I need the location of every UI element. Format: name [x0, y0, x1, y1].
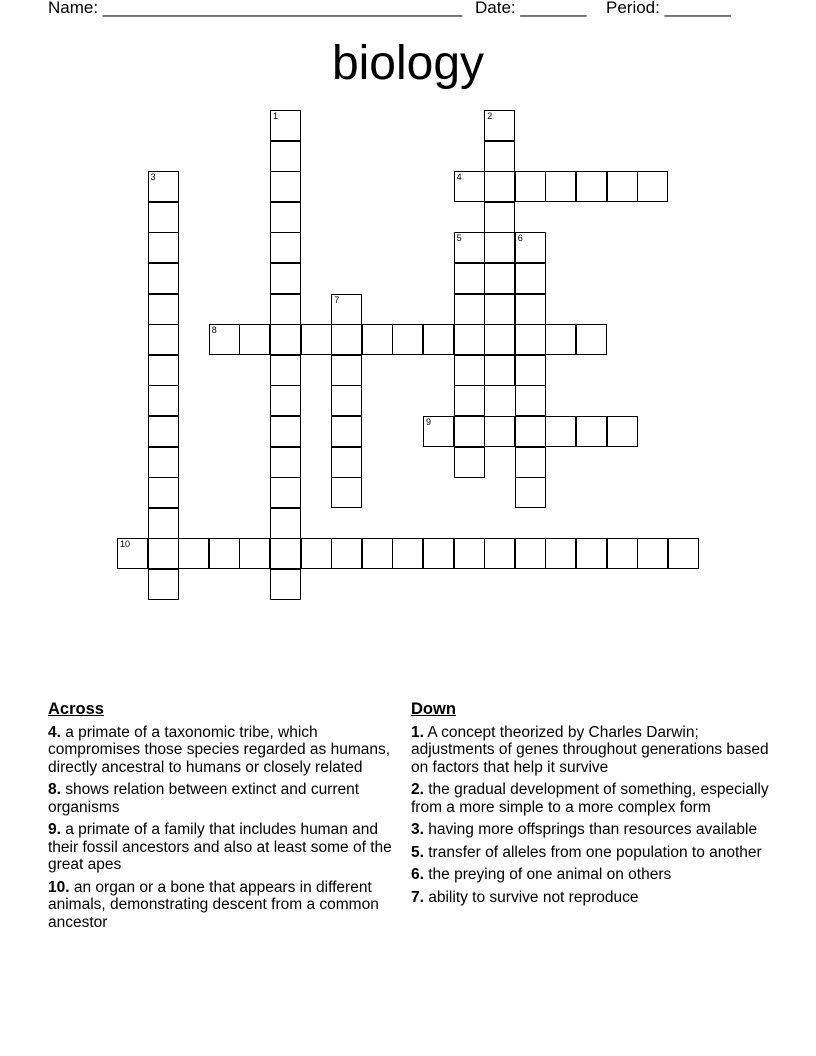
grid-cell[interactable] — [270, 202, 301, 233]
across-heading: Across — [48, 700, 104, 718]
clue-text: the gradual development of something, especially from a more simple to a more complex form — [411, 781, 769, 816]
clue-text: a primate of a taxonomic tribe, which compromises those species regarded as humans, directly ancestral to humans or closely related — [48, 723, 391, 776]
down-clues — [411, 701, 776, 911]
across-clues — [48, 701, 408, 936]
clue-text: A concept theorized by Charles Darwin; adjustments of genes throughout generations based on factors that help it survive — [411, 723, 769, 776]
grid-cell[interactable] — [270, 538, 301, 569]
down-clue — [411, 866, 776, 884]
grid-cell[interactable] — [423, 416, 454, 447]
grid-cell[interactable] — [668, 538, 699, 569]
clue-number-label: 8 — [211, 325, 217, 336]
grid-cell[interactable] — [607, 538, 638, 569]
grid-cell[interactable] — [331, 538, 362, 569]
grid-cell[interactable] — [148, 416, 179, 447]
period-field[interactable]: Period: _______ — [606, 0, 731, 17]
down-clue — [411, 889, 776, 907]
grid-cell[interactable] — [484, 538, 515, 569]
clue-number: 8. — [48, 781, 61, 798]
grid-cell[interactable] — [607, 171, 638, 202]
across-clue — [48, 821, 408, 874]
grid-cell[interactable] — [484, 141, 515, 172]
grid-cell[interactable] — [362, 538, 393, 569]
grid-cell[interactable] — [637, 538, 668, 569]
across-clue — [48, 724, 408, 777]
down-clue — [411, 821, 776, 839]
grid-cell[interactable] — [484, 263, 515, 294]
grid-cell[interactable] — [270, 508, 301, 539]
clue-number-label: 2 — [487, 111, 493, 121]
grid-cell[interactable] — [576, 538, 607, 569]
grid-cell[interactable] — [484, 294, 515, 325]
grid-cell[interactable] — [545, 416, 576, 447]
grid-cell[interactable] — [148, 508, 179, 539]
grid-cell[interactable] — [454, 416, 485, 447]
grid-cell[interactable] — [454, 294, 485, 325]
down-clue — [411, 781, 776, 816]
clue-text: ability to survive not reproduce — [428, 888, 639, 906]
grid-cell[interactable] — [515, 294, 546, 325]
grid-cell[interactable] — [301, 538, 332, 569]
grid-cell[interactable] — [515, 416, 546, 447]
grid-cell[interactable] — [148, 538, 179, 569]
grid-cell[interactable] — [454, 538, 485, 569]
grid-cell[interactable] — [148, 263, 179, 294]
clue-number-label: 10 — [120, 539, 131, 550]
clue-number-label: 5 — [456, 233, 462, 244]
grid-cell[interactable] — [515, 355, 546, 386]
grid-cell[interactable] — [484, 232, 515, 263]
grid-cell[interactable] — [148, 232, 179, 263]
grid-cell[interactable] — [148, 385, 179, 416]
across-clue — [48, 879, 408, 932]
grid-cell[interactable] — [148, 294, 179, 325]
clue-number-label: 1 — [273, 111, 279, 121]
grid-cell[interactable] — [576, 416, 607, 447]
grid-cell[interactable] — [239, 324, 270, 355]
grid-cell[interactable] — [545, 324, 576, 355]
clue-number: 2. — [411, 781, 424, 798]
grid-cell[interactable] — [148, 171, 179, 202]
grid-cell[interactable] — [545, 171, 576, 202]
grid-cell[interactable] — [362, 324, 393, 355]
down-clue — [411, 724, 776, 777]
grid-cell[interactable] — [239, 538, 270, 569]
clue-text: transfer of alleles from one population to another — [428, 843, 762, 861]
grid-cell[interactable] — [270, 477, 301, 508]
grid-cell[interactable] — [484, 110, 515, 141]
clue-number: 5. — [411, 843, 424, 861]
date-field[interactable]: Date: _______ — [475, 0, 587, 17]
grid-cell[interactable] — [454, 171, 485, 202]
clue-number-label: 7 — [334, 294, 340, 305]
clue-number-label: 9 — [426, 417, 432, 427]
grid-cell[interactable] — [515, 538, 546, 569]
grid-cell[interactable] — [484, 416, 515, 447]
grid-cell[interactable] — [331, 447, 362, 478]
clue-text: the preying of one animal on others — [428, 866, 672, 883]
grid-cell[interactable] — [484, 324, 515, 355]
grid-cell[interactable] — [607, 416, 638, 447]
grid-cell[interactable] — [148, 447, 179, 478]
grid-cell[interactable] — [270, 324, 301, 355]
grid-cell[interactable] — [331, 477, 362, 508]
grid-cell[interactable] — [454, 324, 485, 355]
grid-cell[interactable] — [454, 385, 485, 416]
grid-cell[interactable] — [331, 294, 362, 325]
grid-cell[interactable] — [515, 263, 546, 294]
clue-text: shows relation between extinct and current organisms — [48, 781, 360, 816]
clue-number: 4. — [48, 723, 61, 741]
clue-number: 3. — [411, 821, 424, 838]
grid-cell[interactable] — [545, 538, 576, 569]
grid-cell[interactable] — [392, 538, 423, 569]
grid-cell[interactable] — [515, 447, 546, 478]
grid-cell[interactable] — [270, 416, 301, 447]
clue-number: 7. — [411, 888, 424, 906]
grid-cell[interactable] — [637, 171, 668, 202]
grid-cell[interactable] — [515, 232, 546, 263]
grid-cell[interactable] — [148, 202, 179, 233]
grid-cell[interactable] — [270, 141, 301, 172]
grid-cell[interactable] — [454, 447, 485, 478]
grid-cell[interactable] — [148, 355, 179, 386]
name-field[interactable]: Name: ______________________________________ — [48, 0, 463, 17]
clue-number: 10. — [48, 878, 70, 896]
grid-cell[interactable] — [423, 538, 454, 569]
grid-cell[interactable] — [117, 538, 148, 569]
grid-cell[interactable] — [270, 569, 301, 600]
clue-text: having more offsprings than resources available — [428, 821, 758, 838]
grid-cell[interactable] — [270, 355, 301, 386]
grid-cell[interactable] — [515, 171, 546, 202]
down-clue — [411, 844, 776, 862]
clue-number-label: 4 — [456, 172, 462, 183]
grid-cell[interactable] — [178, 538, 209, 569]
down-heading: Down — [411, 700, 456, 718]
grid-cell[interactable] — [270, 385, 301, 416]
grid-cell[interactable] — [331, 355, 362, 386]
grid-cell[interactable] — [270, 263, 301, 294]
grid-cell[interactable] — [148, 324, 179, 355]
clue-number-label: 6 — [517, 233, 523, 244]
grid-cell[interactable] — [270, 232, 301, 263]
grid-cell[interactable] — [484, 355, 515, 386]
page-title: biology — [331, 37, 485, 90]
grid-cell[interactable] — [301, 324, 332, 355]
grid-cell[interactable] — [270, 447, 301, 478]
grid-cell[interactable] — [576, 171, 607, 202]
grid-cell[interactable] — [454, 232, 485, 263]
grid-cell[interactable] — [331, 416, 362, 447]
grid-cell[interactable] — [515, 477, 546, 508]
grid-cell[interactable] — [270, 294, 301, 325]
grid-cell[interactable] — [209, 324, 240, 355]
grid-cell[interactable] — [270, 171, 301, 202]
grid-cell[interactable] — [392, 324, 423, 355]
grid-cell[interactable] — [331, 324, 362, 355]
clue-number: 6. — [411, 866, 424, 883]
grid-cell[interactable] — [270, 110, 301, 141]
grid-cell[interactable] — [484, 171, 515, 202]
grid-cell[interactable] — [148, 477, 179, 508]
grid-cell[interactable] — [148, 569, 179, 600]
grid-cell[interactable] — [454, 355, 485, 386]
grid-cell[interactable] — [515, 324, 546, 355]
clue-number: 1. — [411, 723, 424, 741]
grid-cell[interactable] — [576, 324, 607, 355]
grid-cell[interactable] — [515, 385, 546, 416]
grid-cell[interactable] — [423, 324, 454, 355]
clue-text: a primate of a family that includes human and their fossil ancestors and also at least some of the great apes — [48, 821, 392, 873]
grid-cell[interactable] — [209, 538, 240, 569]
grid-cell[interactable] — [331, 385, 362, 416]
grid-cell[interactable] — [484, 202, 515, 233]
clue-text: an organ or a bone that appears in different animals, demonstrating descent from a common ancestor — [48, 878, 379, 931]
grid-cell[interactable] — [454, 263, 485, 294]
clue-number: 9. — [48, 821, 61, 838]
clue-number-label: 3 — [150, 172, 156, 183]
across-clue — [48, 781, 408, 816]
